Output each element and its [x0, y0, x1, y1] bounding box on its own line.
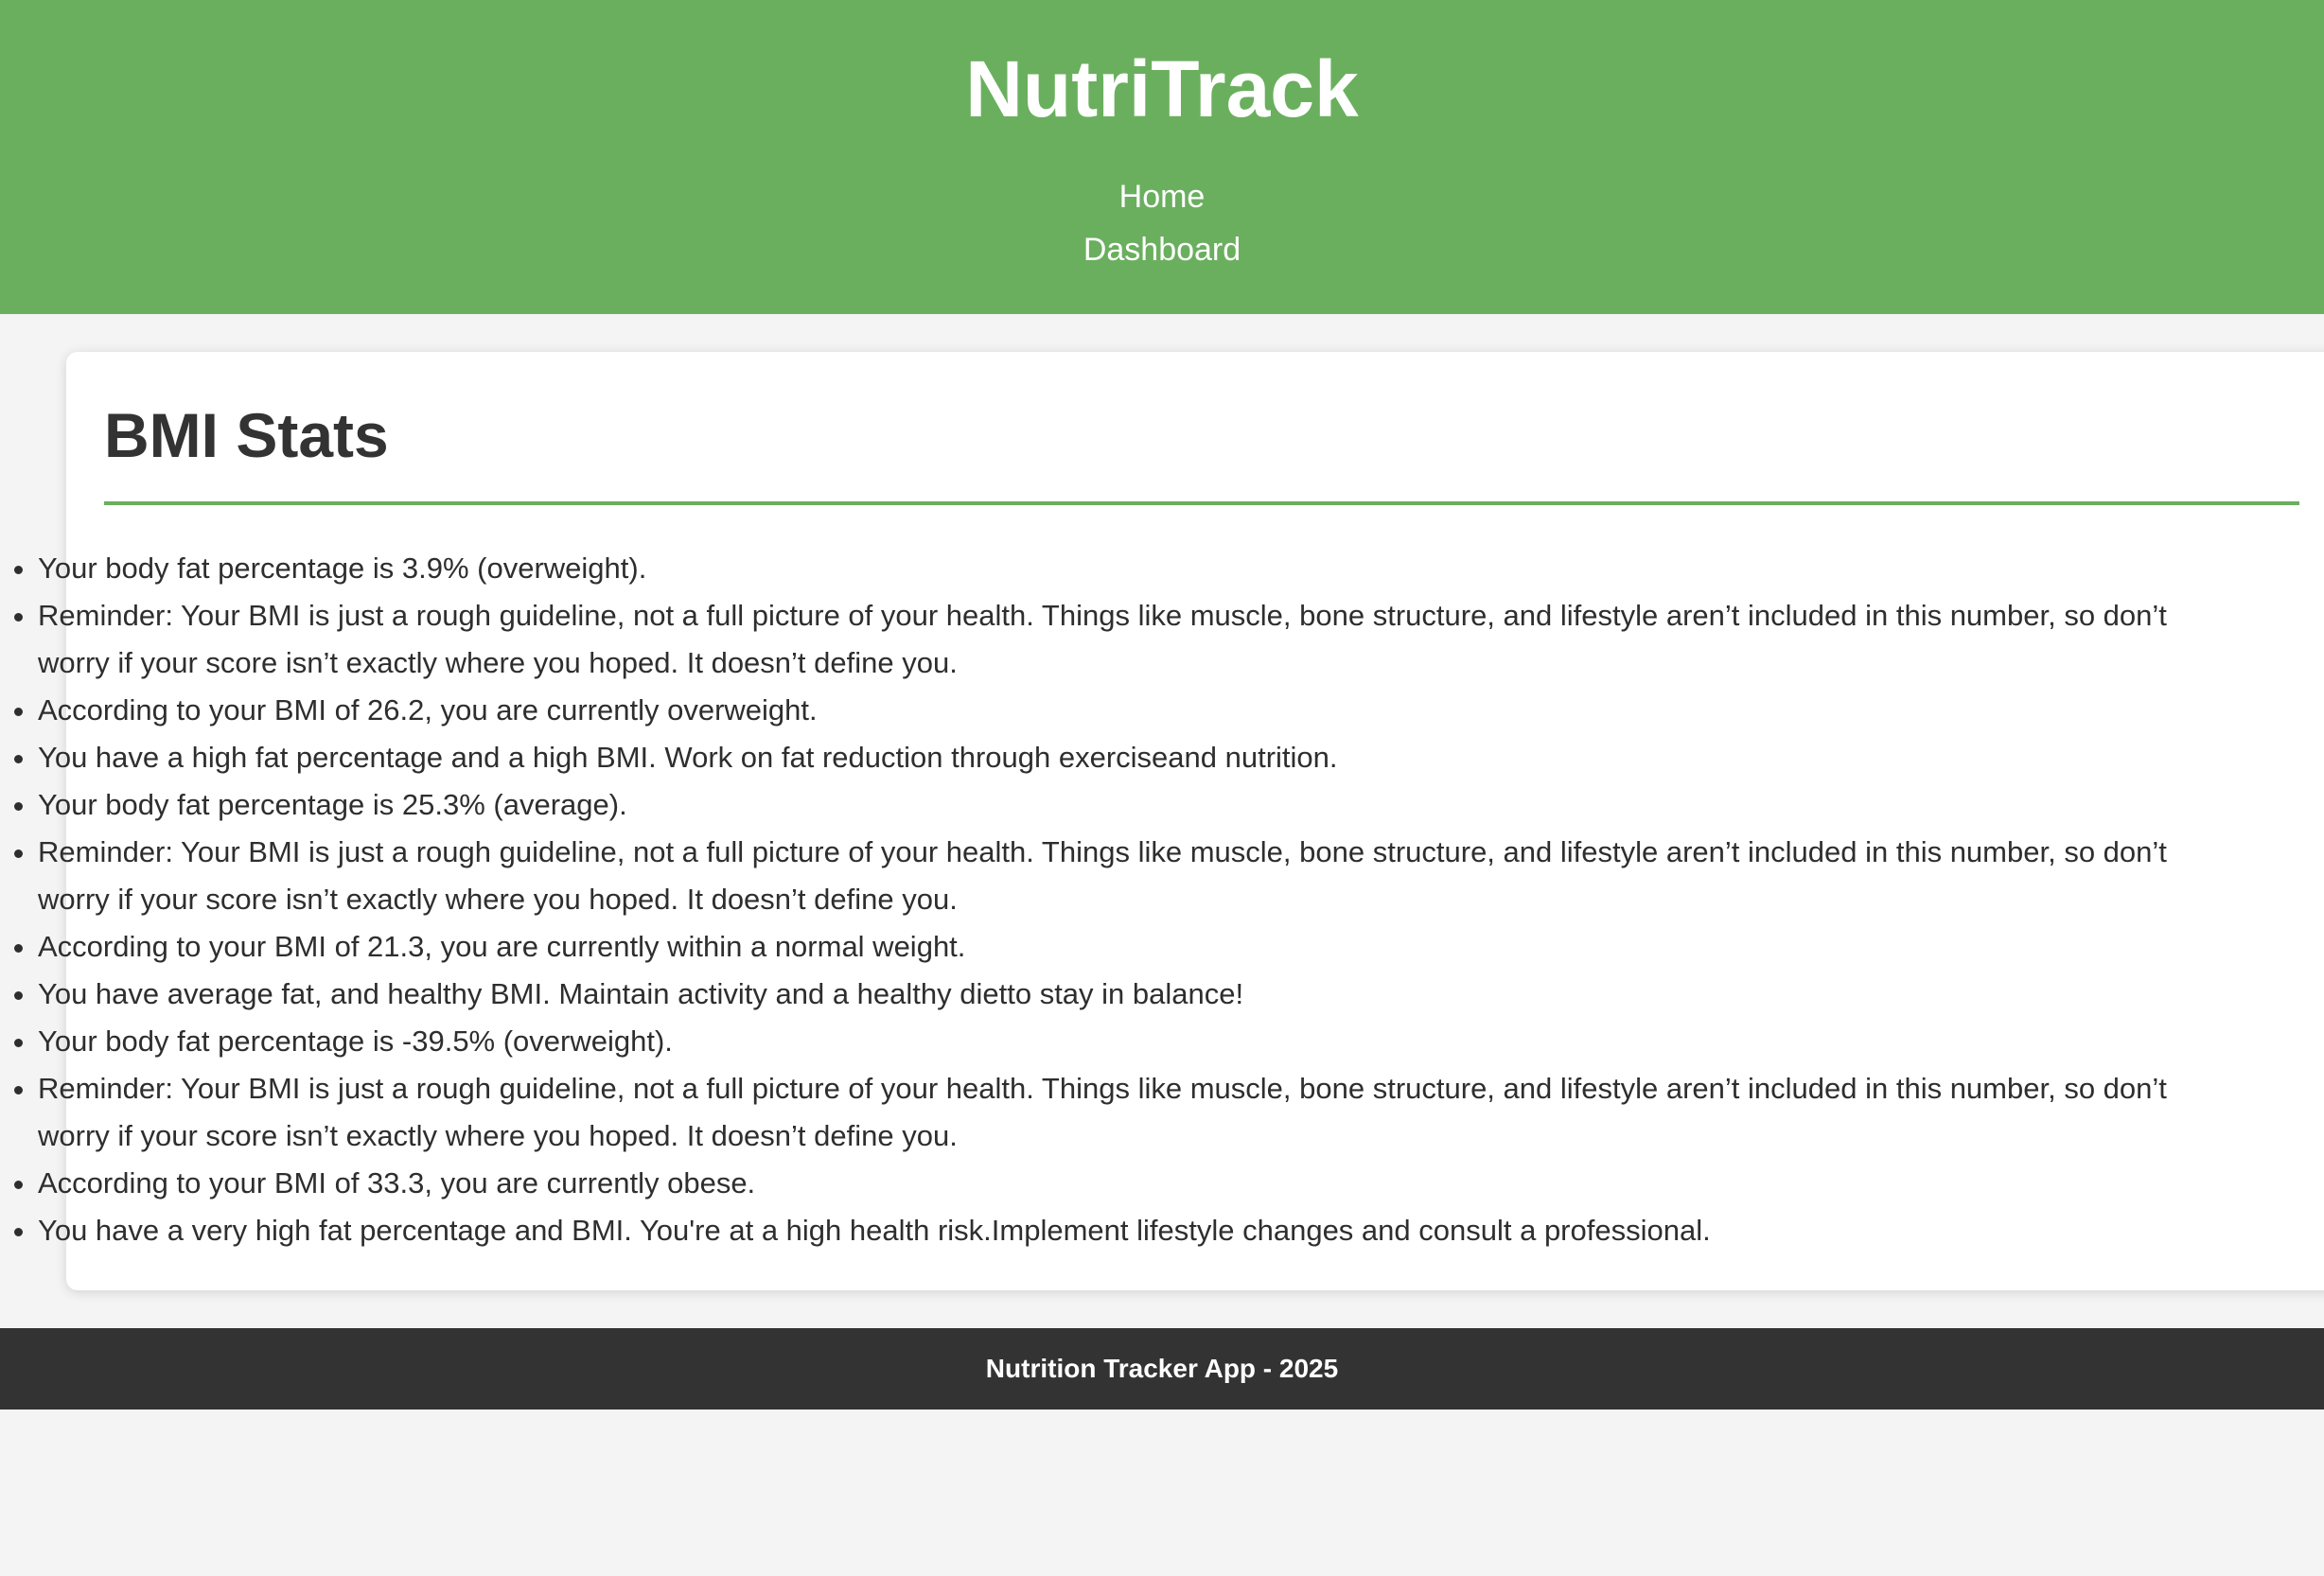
list-item: • Your body fat percentage is 25.3% (average). [38, 781, 2233, 829]
nav-link-dashboard[interactable]: Dashboard [1083, 232, 1241, 268]
bmi-stats-list [38, 545, 2233, 1254]
list-item: • According to your BMI of 26.2, you are currently overweight. [38, 687, 2233, 734]
site-footer [0, 1328, 2324, 1410]
nav-link-home[interactable]: Home [1118, 179, 1206, 215]
footer-text: Nutrition Tracker App - 2025 [985, 1354, 1339, 1383]
list-item: • According to your BMI of 21.3, you are currently within a normal weight. [38, 923, 2233, 971]
app-title: NutriTrack [965, 44, 1359, 133]
nav-item-dashboard [0, 223, 2324, 276]
main-nav [0, 170, 2324, 276]
page-title: BMI Stats [104, 400, 389, 470]
list-item: • Reminder: Your BMI is just a rough guideline, not a full picture of your health. Things like muscle, bone structure, and lifestyle aren’t included in this number, so don’t worry if your score isn’t exactly where you hoped. It doesn’t define you. [38, 1065, 2233, 1160]
list-item: • You have a very high fat percentage and BMI. You're at a high health risk.Implement lifestyle changes and consult a professional. [38, 1207, 2233, 1254]
list-item: • According to your BMI of 33.3, you are currently obese. [38, 1160, 2233, 1207]
list-item: • Reminder: Your BMI is just a rough guideline, not a full picture of your health. Things like muscle, bone structure, and lifestyle aren’t included in this number, so don’t worry if your score isn’t exactly where you hoped. It doesn’t define you. [38, 592, 2233, 687]
list-item: • Reminder: Your BMI is just a rough guideline, not a full picture of your health. Things like muscle, bone structure, and lifestyle aren’t included in this number, so don’t worry if your score isn’t exactly where you hoped. It doesn’t define you. [38, 829, 2233, 923]
list-item: • You have a high fat percentage and a high BMI. Work on fat reduction through exerciseand nutrition. [38, 734, 2233, 781]
list-item: • Your body fat percentage is 3.9% (overweight). [38, 545, 2233, 592]
nav-item-home [0, 170, 2324, 223]
title-divider [104, 501, 2299, 505]
site-header [0, 0, 2324, 314]
list-item: • You have average fat, and healthy BMI. Maintain activity and a healthy dietto stay in balance! [38, 971, 2233, 1018]
list-item: • Your body fat percentage is -39.5% (overweight). [38, 1018, 2233, 1065]
